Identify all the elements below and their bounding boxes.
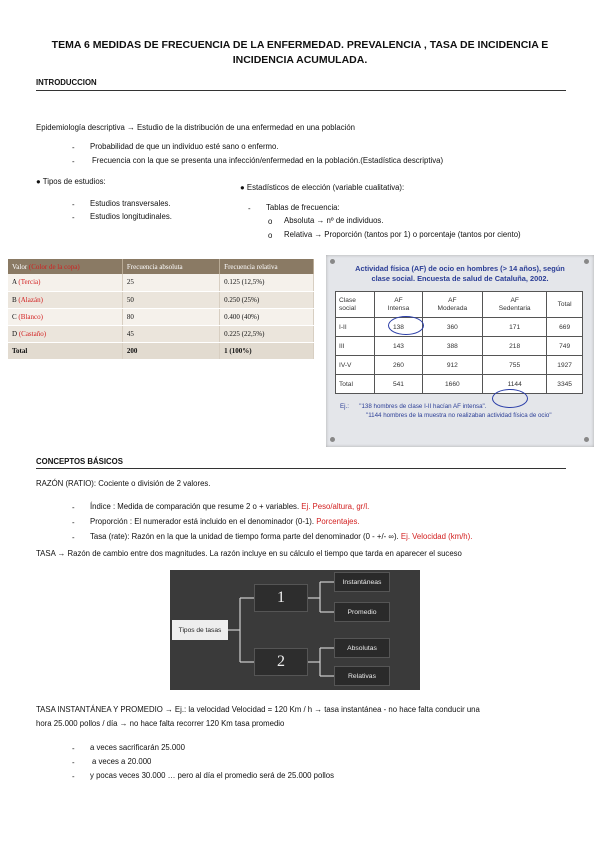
intro-bullet-1: Probabilidad de que un individuo esté sano o enfermo. (90, 142, 279, 151)
activity-table (335, 291, 583, 394)
note-line-1: "138 hombres de clase I-II hacían AF intensa". (359, 403, 487, 410)
concepto-text: Índice : Medida de comparación que resume 2 o + variables. (90, 502, 302, 511)
bullet-dash: - (72, 200, 75, 209)
card-title (336, 264, 584, 284)
leaf-instantaneas: Instantáneas (334, 572, 390, 592)
header-rel: Frecuencia relativa (220, 259, 314, 274)
row-rel: 0.225 (22,5%) (220, 325, 314, 342)
af-header-bottom: Sedentaria (498, 304, 531, 312)
af-cell: 3345 (547, 375, 583, 394)
row-letter: B (12, 295, 19, 304)
title-line-1: TEMA 6 MEDIDAS DE FRECUENCIA DE LA ENFERMEDAD. PREVALENCIA , TASA DE INCIDENCIA E (51, 39, 549, 51)
card-note (340, 402, 552, 420)
bullet-dash: - (72, 518, 75, 527)
bullet-dash: - (72, 143, 75, 152)
header-valor (8, 259, 122, 274)
af-header-top: Clase (339, 296, 356, 304)
table-row (8, 291, 314, 308)
conceptos-heading: CONCEPTOS BÁSICOS (36, 457, 123, 466)
af-header-cell (375, 292, 422, 318)
table-row (8, 325, 314, 342)
bullet-dash: - (72, 503, 75, 512)
header-abs: Frecuencia absoluta (122, 259, 219, 274)
concepto-example: Ej. Peso/altura, gr/l. (301, 502, 370, 511)
af-cell: 669 (547, 318, 583, 337)
bullet-o: o (268, 231, 273, 240)
af-header-bottom: social (339, 304, 356, 312)
row-letter: C (12, 312, 19, 321)
intro-bullet-2: Frecuencia con la que se presenta una infección/enfermedad en la población.(Estadística descriptiva) (92, 156, 444, 165)
af-cell: 1144 (483, 375, 547, 394)
af-cell: 912 (422, 356, 483, 375)
card-title-line-1: Actividad física (AF) de ocio en hombres (> 14 años), según (355, 264, 565, 273)
af-header-cell (483, 292, 547, 318)
note-prefix: Ej.: (340, 403, 349, 410)
rate-types-diagram (170, 570, 420, 690)
table-row (336, 375, 583, 394)
row-rel: 0.125 (12,5%) (220, 274, 314, 291)
af-cell: 541 (375, 375, 422, 394)
conceptos-rule (36, 468, 566, 469)
table-row (8, 274, 314, 291)
intro-heading: INTRODUCCION (36, 78, 97, 87)
concepto-tasa (90, 531, 472, 542)
header-valor-text: Valor (12, 262, 29, 271)
highlight-circle (388, 316, 424, 335)
bullet-dash: - (72, 157, 75, 166)
bullet-dash: - (72, 772, 75, 781)
bullet-o: o (268, 217, 273, 226)
af-cell: 755 (483, 356, 547, 375)
bullet-dash: - (72, 533, 75, 542)
tipos-heading: ● Tipos de estudios: (36, 177, 106, 186)
frequency-table (8, 259, 314, 360)
af-cell: 1927 (547, 356, 583, 375)
card-title-line-2: clase social. Encuesta de salud de Cataluña, 2002. (371, 274, 549, 283)
af-header-cell (336, 292, 375, 318)
table-row (336, 318, 583, 337)
row-abs: 25 (122, 274, 219, 291)
af-cell: 360 (422, 318, 483, 337)
row-abs: 50 (122, 291, 219, 308)
row-letter: D (12, 329, 19, 338)
bullet-dash: - (72, 744, 75, 753)
bullet-dash: - (72, 213, 75, 222)
af-cell: 171 (483, 318, 547, 337)
row-letter: A (12, 278, 19, 287)
instant-bullet-2: a veces a 20.000 (92, 757, 152, 766)
leaf-absolutas: Absolutas (334, 638, 390, 658)
title-line-2: INCIDENCIA ACUMULADA. (232, 54, 368, 66)
af-cell: I-II (336, 318, 375, 337)
tipo-2: Estudios longitudinales. (90, 212, 172, 221)
row-rel: 0.400 (40%) (220, 308, 314, 325)
af-cell: 749 (547, 337, 583, 356)
concepto-indice (90, 501, 369, 512)
pin-icon (584, 259, 589, 264)
af-cell: 218 (483, 337, 547, 356)
note-line-2: "1144 hombres de la muestra no realizaban actividad física de ocio" (366, 412, 552, 419)
pin-icon (330, 259, 335, 264)
concepto-proporcion (90, 516, 360, 527)
row-rel: 0.250 (25%) (220, 291, 314, 308)
instant-line-2: hora 25.000 pollos / día → no hace falta recorrer 120 Km tasa promedio (36, 719, 285, 728)
total-label: Total (8, 342, 122, 359)
estad-heading: ● Estadísticos de elección (variable cualitativa): (240, 183, 405, 192)
row-abs: 80 (122, 308, 219, 325)
row-color: (Alazán) (18, 295, 43, 304)
row-color: (Tercia) (18, 278, 41, 287)
af-header-cell (422, 292, 483, 318)
diagram-node-2: 2 (254, 648, 308, 676)
tabla-relativa: Relativa → Proporción (tantos por 1) o porcentaje (tantos por ciento) (284, 230, 521, 239)
row-color: (Blanco) (18, 312, 43, 321)
instant-line-1: TASA INSTANTÁNEA Y PROMEDIO → Ej.: la velocidad Velocidad = 120 Km / h → tasa instantánea - no hace falta conducir una (36, 705, 480, 714)
diagram-node-1: 1 (254, 584, 308, 612)
af-cell: 138 (375, 318, 422, 337)
concepto-text: Proporción : El numerador está incluido en el denominador (0-1). (90, 517, 317, 526)
concepto-example: Ej. Velocidad (km/h). (400, 532, 473, 541)
diagram-root: Tipos de tasas (172, 620, 228, 640)
af-cell: Total (336, 375, 375, 394)
razon-text: RAZÓN (RATIO): Cociente o división de 2 valores. (36, 479, 211, 488)
table-row (336, 337, 583, 356)
af-header-cell (547, 292, 583, 318)
tablas-heading: Tablas de frecuencia: (266, 203, 340, 212)
tasa-definition: TASA → Razón de cambio entre dos magnitudes. La razón incluye en su cálculo el tiempo que tarda en aparecer el suceso (36, 549, 462, 558)
af-cell: 260 (375, 356, 422, 375)
pin-icon (330, 437, 335, 442)
af-header-bottom: Moderada (437, 304, 468, 312)
af-header-top: AF (510, 296, 519, 304)
instant-bullet-1: a veces sacrificarán 25.000 (90, 743, 185, 752)
intro-rule (36, 90, 566, 91)
row-abs: 45 (122, 325, 219, 342)
total-abs: 200 (122, 342, 219, 359)
af-cell: IV-V (336, 356, 375, 375)
af-header-top: AF (394, 296, 403, 304)
af-cell: III (336, 337, 375, 356)
pin-icon (584, 437, 589, 442)
bullet-dash: - (72, 758, 75, 767)
af-header-top: AF (448, 296, 457, 304)
concepto-example: Porcentajes. (316, 517, 360, 526)
af-header-top: Total (557, 300, 572, 308)
bullet-dash: - (248, 204, 251, 213)
table-row (336, 356, 583, 375)
tipo-1: Estudios transversales. (90, 199, 171, 208)
header-color-text: (Color de la copa) (28, 262, 80, 271)
instant-bullet-3: y pocas veces 30.000 … pero al día el promedio será de 25.000 pollos (90, 771, 335, 780)
af-cell: 143 (375, 337, 422, 356)
leaf-promedio: Promedio (334, 602, 390, 622)
af-header-bottom: Intensa (387, 304, 410, 312)
leaf-relativas: Relativas (334, 666, 390, 686)
table-total-row (8, 342, 314, 359)
af-cell: 388 (422, 337, 483, 356)
page-title (40, 38, 560, 68)
total-rel: 1 (100%) (220, 342, 314, 359)
table-row (8, 308, 314, 325)
concepto-text: Tasa (rate): Razón en la que la unidad de tiempo forma parte del denominador (0 - +/- ∞). (90, 532, 401, 541)
row-color: (Castaño) (18, 329, 47, 338)
af-cell: 1660 (422, 375, 483, 394)
tabla-absoluta: Absoluta → nº de individuos. (284, 216, 384, 225)
epi-text: Epidemiología descriptiva → Estudio de la distribución de una enfermedad en una población (36, 123, 356, 132)
